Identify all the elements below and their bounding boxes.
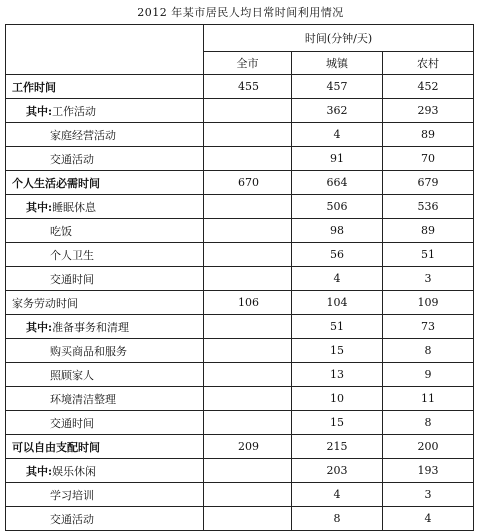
row-label: 购买商品和服务 [6,339,204,363]
row-label [6,459,204,483]
table-row [6,243,474,267]
value-urban: 4 [292,123,383,147]
value-urban: 215 [292,435,383,459]
value-urban: 8 [292,507,383,531]
table-row [6,339,474,363]
row-label: 家庭经营活动 [6,123,204,147]
value-rural: 109 [383,291,474,315]
value-all [204,267,292,291]
value-all [204,483,292,507]
value-all [204,147,292,171]
value-all [204,507,292,531]
row-label: 交通活动 [6,147,204,171]
table-row [6,459,474,483]
value-all [204,219,292,243]
table-row [6,363,474,387]
row-label: 可以自由支配时间 [6,435,204,459]
value-urban: 15 [292,339,383,363]
value-urban: 13 [292,363,383,387]
table-row [6,387,474,411]
value-all [204,363,292,387]
value-rural: 73 [383,315,474,339]
table-title: 2012 年某市居民人均日常时间利用情况 [137,6,344,19]
value-rural: 3 [383,267,474,291]
value-rural: 8 [383,411,474,435]
value-rural: 9 [383,363,474,387]
time-use-table [5,24,474,531]
row-label: 交通时间 [6,411,204,435]
value-rural: 11 [383,387,474,411]
row-label: 交通时间 [6,267,204,291]
row-label-text: 娱乐休闲 [52,464,97,478]
row-label-prefix: 其中: [26,104,53,118]
row-label: 个人生活必需时间 [6,171,204,195]
value-urban: 4 [292,267,383,291]
value-urban: 91 [292,147,383,171]
table-row [6,147,474,171]
row-label-text: 准备事务和清理 [52,320,130,334]
value-urban: 10 [292,387,383,411]
value-rural: 293 [383,99,474,123]
value-urban: 104 [292,291,383,315]
table-row [6,219,474,243]
table-row [6,483,474,507]
value-rural: 452 [383,75,474,99]
value-all [204,339,292,363]
row-label-prefix: 其中: [26,320,53,334]
value-all [204,123,292,147]
value-all [204,99,292,123]
value-rural: 536 [383,195,474,219]
table-row [6,195,474,219]
value-all [204,459,292,483]
row-label: 个人卫生 [6,243,204,267]
value-all [204,195,292,219]
column-header-urban: 城镇 [292,52,383,75]
table-row [6,315,474,339]
row-label: 吃饭 [6,219,204,243]
row-label: 照顾家人 [6,363,204,387]
value-rural: 51 [383,243,474,267]
value-rural: 4 [383,507,474,531]
value-urban: 506 [292,195,383,219]
value-urban: 15 [292,411,383,435]
row-label-text: 睡眠休息 [52,200,97,214]
table-row [6,75,474,99]
value-rural: 200 [383,435,474,459]
table-row [6,171,474,195]
value-all [204,315,292,339]
row-label-prefix: 其中: [26,200,53,214]
value-urban: 203 [292,459,383,483]
table-row [6,435,474,459]
value-rural: 70 [383,147,474,171]
row-label-prefix: 其中: [26,464,53,478]
value-rural: 3 [383,483,474,507]
table-row [6,507,474,531]
value-urban: 56 [292,243,383,267]
table-row [6,99,474,123]
row-label-text: 工作活动 [52,104,97,118]
value-rural: 89 [383,123,474,147]
value-urban: 51 [292,315,383,339]
row-label: 交通活动 [6,507,204,531]
row-label: 学习培训 [6,483,204,507]
value-rural: 193 [383,459,474,483]
value-rural: 89 [383,219,474,243]
value-all: 670 [204,171,292,195]
row-label [6,195,204,219]
value-all [204,387,292,411]
table-row [6,291,474,315]
value-urban: 4 [292,483,383,507]
row-label: 工作时间 [6,75,204,99]
value-all [204,411,292,435]
value-urban: 457 [292,75,383,99]
column-header-all: 全市 [204,52,292,75]
value-all: 455 [204,75,292,99]
value-rural: 679 [383,171,474,195]
column-header-rural: 农村 [383,52,474,75]
row-label: 环境清洁整理 [6,387,204,411]
table-body [6,75,474,531]
table-row [6,123,474,147]
value-urban: 98 [292,219,383,243]
value-urban: 362 [292,99,383,123]
table-row [6,411,474,435]
value-rural: 8 [383,339,474,363]
value-urban: 664 [292,171,383,195]
header-group-label: 时间(分钟/天) [204,25,474,52]
row-label: 家务劳动时间 [6,291,204,315]
header-group-row [6,25,474,52]
table-row [6,267,474,291]
value-all: 209 [204,435,292,459]
value-all [204,243,292,267]
value-all: 106 [204,291,292,315]
header-corner-cell [6,25,204,75]
row-label [6,99,204,123]
row-label [6,315,204,339]
